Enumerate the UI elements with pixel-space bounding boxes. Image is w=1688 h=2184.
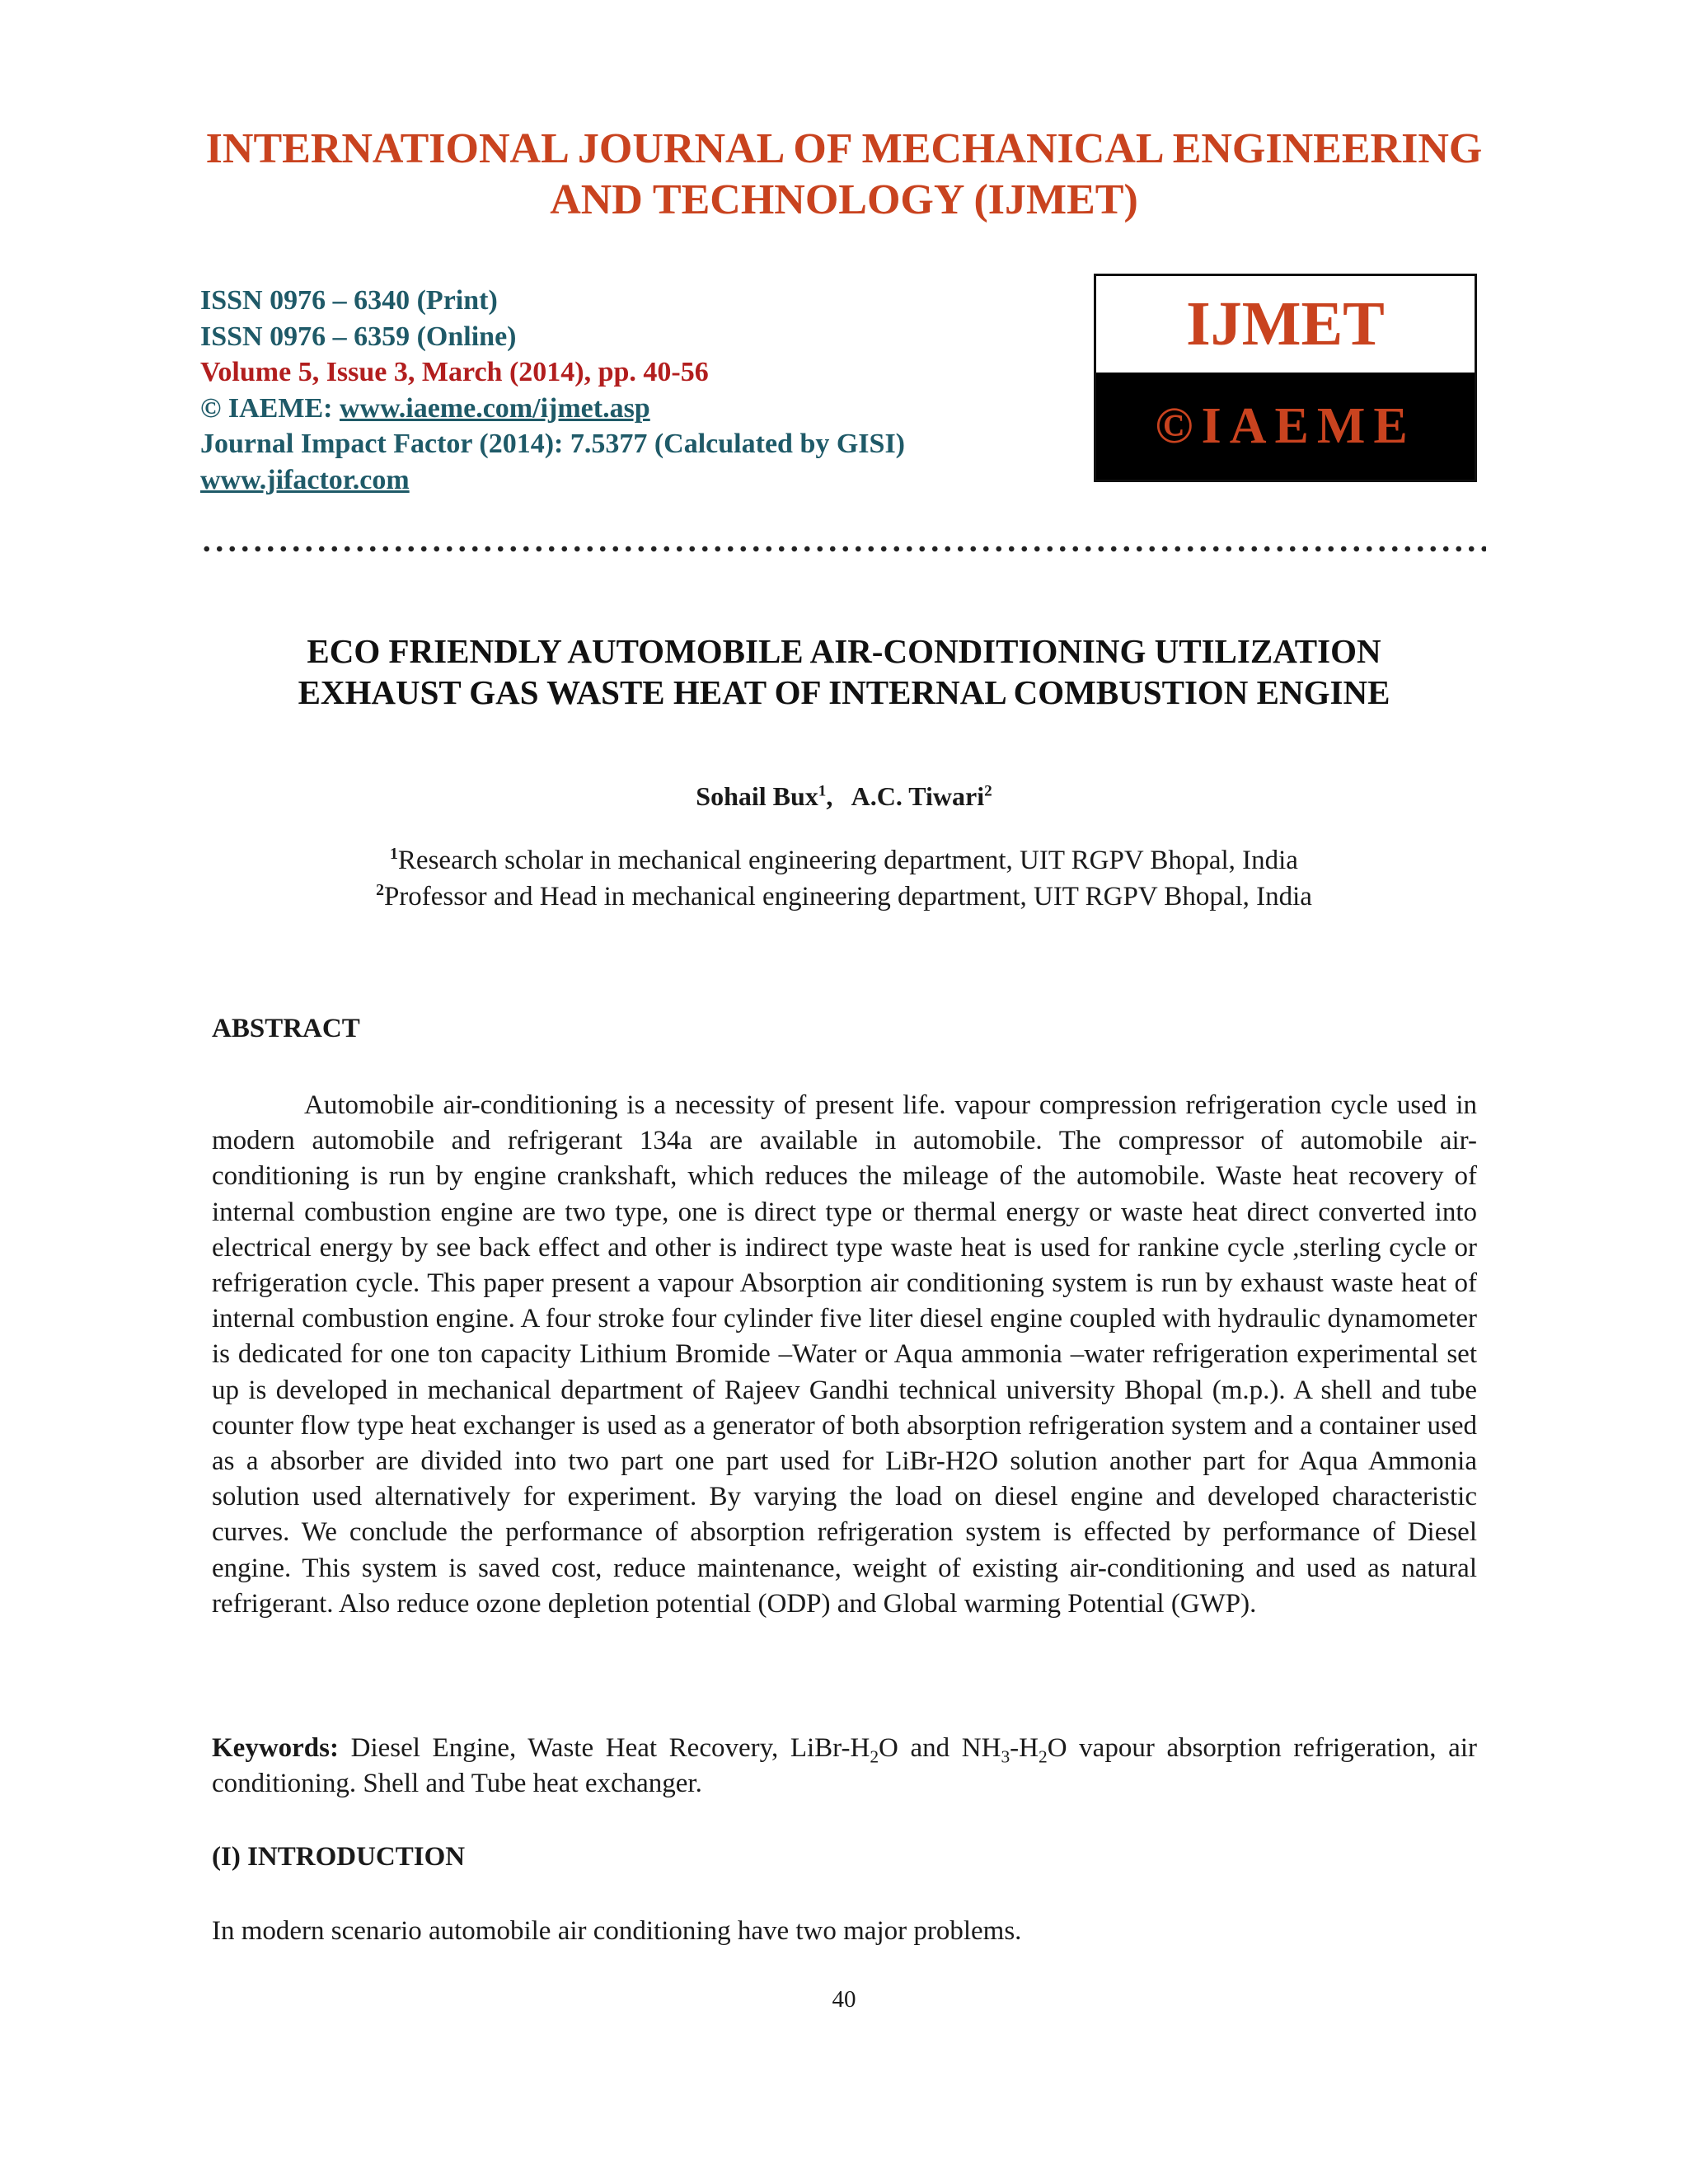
paper-title	[0, 630, 1688, 713]
keywords-label: Keywords:	[212, 1733, 339, 1763]
ijmet-logo	[1094, 274, 1477, 482]
iaeme-link[interactable]: www.iaeme.com/ijmet.asp	[339, 392, 650, 424]
affiliation-1-sup: 1	[390, 845, 398, 863]
affiliation-2-text: Professor and Head in mechanical engineering department, UIT RGPV Bhopal, India	[383, 882, 1312, 912]
impact-factor: Journal Impact Factor (2014): 7.5377 (Calculated by GISI)	[200, 429, 905, 459]
issn-print: ISSN 0976 – 6340 (Print)	[200, 285, 498, 316]
authors	[0, 781, 1688, 812]
keywords-sub3: 2	[1039, 1746, 1048, 1767]
journal-title-line1: INTERNATIONAL JOURNAL OF MECHANICAL ENGINEERING	[205, 125, 1483, 172]
author-1: Sohail Bux	[696, 781, 818, 811]
author-2: A.C. Tiwari	[851, 781, 985, 811]
keywords-sub2: 3	[1001, 1746, 1010, 1767]
jifactor-link[interactable]: www.jifactor.com	[200, 464, 410, 495]
journal-title-line2: AND TECHNOLOGY (IJMET)	[550, 176, 1138, 223]
affiliation-2-sup: 2	[376, 881, 384, 899]
journal-meta	[200, 283, 905, 498]
keywords-part2: O and NH	[879, 1733, 1001, 1763]
affiliation-2	[0, 879, 1688, 915]
volume-info: Volume 5, Issue 3, March (2014), pp. 40-56	[200, 357, 709, 387]
iaeme-prefix: © IAEME:	[200, 392, 340, 424]
author-2-sup: 2	[984, 782, 992, 800]
journal-title	[0, 124, 1688, 226]
keywords-sub1: 2	[870, 1746, 879, 1767]
keywords-part1: Diesel Engine, Waste Heat Recovery, LiBr-H	[338, 1733, 870, 1763]
affiliation-1-text: Research scholar in mechanical engineering department, UIT RGPV Bhopal, India	[397, 846, 1298, 875]
abstract-body: Automobile air-conditioning is a necessity of present life. vapour compression refrigeration cycle used in modern automobile and refrigerant 134a are available in automobile. The compressor of automobile air-conditioning is run by engine crankshaft, which reduces the mileage of the automobile. Waste heat recovery of internal combustion engine are two type, one is direct type or thermal energy or waste heat direct converted into electrical energy by see back effect and other is indirect type waste heat is used for rankine cycle ,sterling cycle or refrigeration cycle. This paper present a vapour Absorption air conditioning system is run by exhaust waste heat of internal combustion engine. A four stroke four cylinder five liter diesel engine coupled with hydraulic dynamometer is dedicated for one ton capacity Lithium Bromide –Water or Aqua ammonia –water refrigeration experimental set up is developed in mechanical department of Rajeev Gandhi technical university Bhopal (m.p.). A shell and tube counter flow type heat exchanger is used as a generator of both absorption refrigeration system and a container used as a absorber are divided into two part one part used for LiBr-H2O solution another part for Aqua Ammonia solution used alternatively for experiment. By varying the load on diesel engine and developed characteristic curves. We conclude the performance of absorption refrigeration system is effected by performance of Diesel engine. This system is saved cost, reduce maintenance, weight of existing air-conditioning and used as natural refrigerant. Also reduce ozone depletion potential (ODP) and Global warming Potential (GWP).	[212, 1090, 1477, 1619]
introduction-heading: (I) INTRODUCTION	[212, 1842, 466, 1872]
paper-title-line2: EXHAUST GAS WASTE HEAT OF INTERNAL COMBUSTION ENGINE	[298, 673, 1390, 711]
affiliation-1	[0, 842, 1688, 879]
dotted-separator	[200, 546, 1486, 552]
logo-bottom-text: ©IAEME	[1096, 373, 1475, 480]
page-number: 40	[832, 1986, 856, 2013]
issn-online: ISSN 0976 – 6359 (Online)	[200, 321, 517, 352]
affiliations	[0, 842, 1688, 915]
iaeme-line	[200, 391, 905, 427]
author-separator: ,	[826, 781, 851, 811]
paper-title-line1: ECO FRIENDLY AUTOMOBILE AIR-CONDITIONING UTILIZATION	[307, 632, 1381, 670]
keywords	[212, 1731, 1477, 1802]
keywords-part4: O vapour absorption refrigeration, air conditioning. Shell and Tube heat exchanger.	[212, 1733, 1477, 1799]
author-1-sup: 1	[818, 782, 827, 800]
logo-top-text: IJMET	[1096, 276, 1475, 373]
introduction-text: In modern scenario automobile air conditioning have two major problems.	[212, 1916, 1022, 1946]
abstract-heading: ABSTRACT	[212, 1014, 360, 1043]
jifactor-line	[200, 462, 905, 499]
keywords-part3: -H	[1010, 1733, 1039, 1763]
